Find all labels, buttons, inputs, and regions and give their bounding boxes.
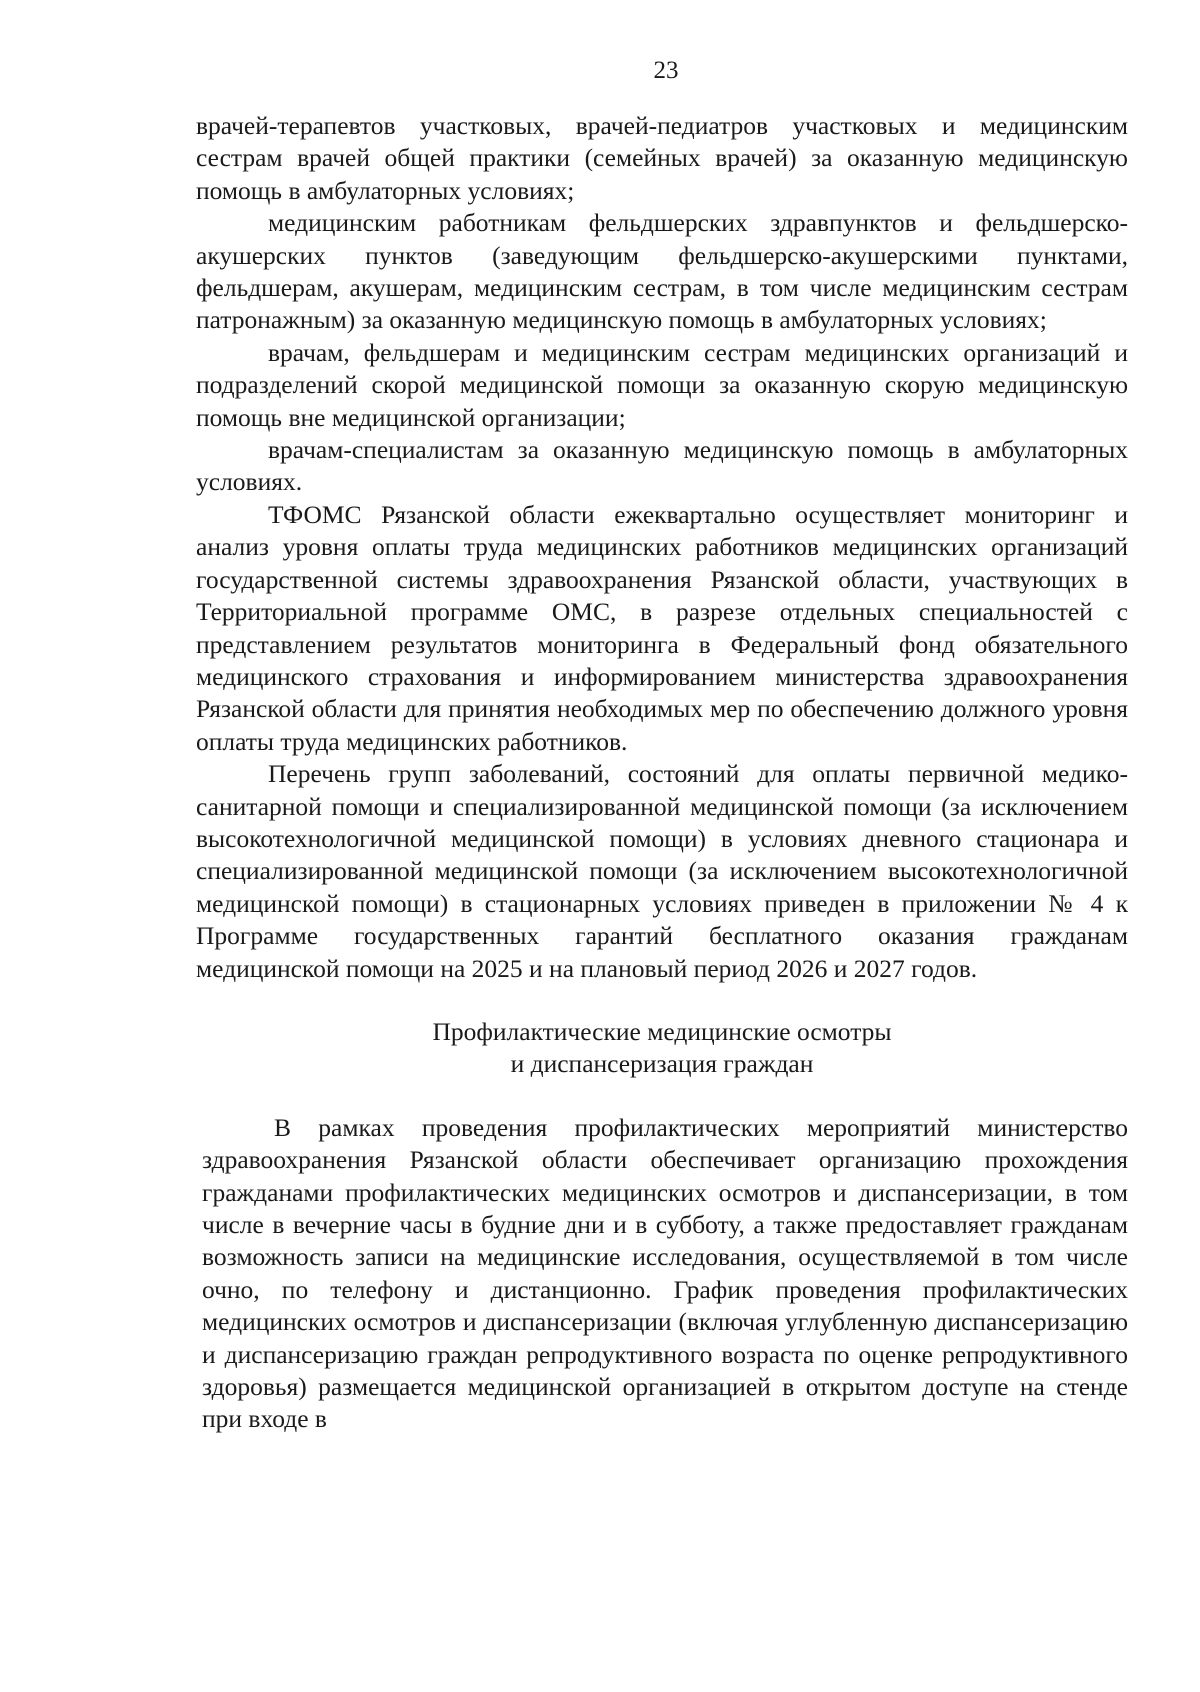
- paragraph-specialists: врачам-специалистам за оказанную медицинскую помощь в амбулаторных условиях.: [196, 435, 1128, 497]
- section-heading-line-2: и диспансеризация граждан: [510, 1049, 814, 1079]
- paragraph-disease-groups: Перечень групп заболеваний, состояний для оплаты первичной медико-санитарной помощи и специализированной медицинской помощи (за исключением высокотехнологичной медицинской помощи) в условиях дневного стационара и специализированной медицинской помощи (за исключением высокотехнологичной медицинской помощи) в стационарных условиях приведен в приложении № 4 к Программе государственных гарантий бесплатного оказания гражданам медицинской помощи на 2025 и на плановый период 2026 и 2027 годов.: [196, 759, 1128, 983]
- paragraph-tfoms-monitoring: ТФОМС Рязанской области ежеквартально осуществляет мониторинг и анализ уровня оплаты труда медицинских работников медицинских организаций государственной системы здравоохранения Рязанской области, участвующих в Территориальной программе ОМС, в разрезе отдельных специальностей с представлением результатов мониторинга в Федеральный фонд обязательного медицинского страхования и информированием министерства здравоохранения Рязанской области для принятия необходимых мер по обеспечению должного уровня оплаты труда медицинских работников.: [196, 499, 1128, 756]
- section-heading-line-1: Профилактические медицинские осмотры: [432, 1016, 892, 1046]
- section-heading: [196, 1016, 1128, 1081]
- page-number: 23: [653, 57, 679, 84]
- paragraph-doctors-therapists: врачей-терапевтов участковых, врачей-педиатров участковых и медицинским сестрам врачей общей практики (семейных врачей) за оказанную медицинскую помощь в амбулаторных условиях;: [196, 111, 1128, 205]
- document-body: [196, 110, 1128, 1436]
- paragraph-preventive-measures: В рамках проведения профилактических мероприятий министерство здравоохранения Рязанской области обеспечивает организацию прохождения гражданами профилактических медицинских осмотров и диспансеризации, в том числе в вечерние часы в будние дни и в субботу, а также предоставляет гражданам возможность записи на медицинские исследования, осуществляемой в том числе очно, по телефону и дистанционно. График проведения профилактических медицинских осмотров и диспансеризации (включая углубленную диспансеризацию и диспансеризацию граждан репродуктивного возраста по оценке репродуктивного здоровья) размещается медицинской организацией в открытом доступе на стенде при входе в: [202, 1112, 1128, 1434]
- paragraph-feldsher-staff: медицинским работникам фельдшерских здравпунктов и фельдшерско-акушерских пунктов (заведующим фельдшерско-акушерскими пунктами, фельдшерам, акушерам, медицинским сестрам, в том числе медицинским сестрам патронажным) за оказанную медицинскую помощь в амбулаторных условиях;: [196, 208, 1128, 335]
- section-body: [202, 1112, 1128, 1436]
- paragraph-emergency-staff: врачам, фельдшерам и медицинским сестрам медицинских организаций и подразделений скорой медицинской помощи за оказанную скорую медицинскую помощь вне медицинской организации;: [196, 337, 1128, 432]
